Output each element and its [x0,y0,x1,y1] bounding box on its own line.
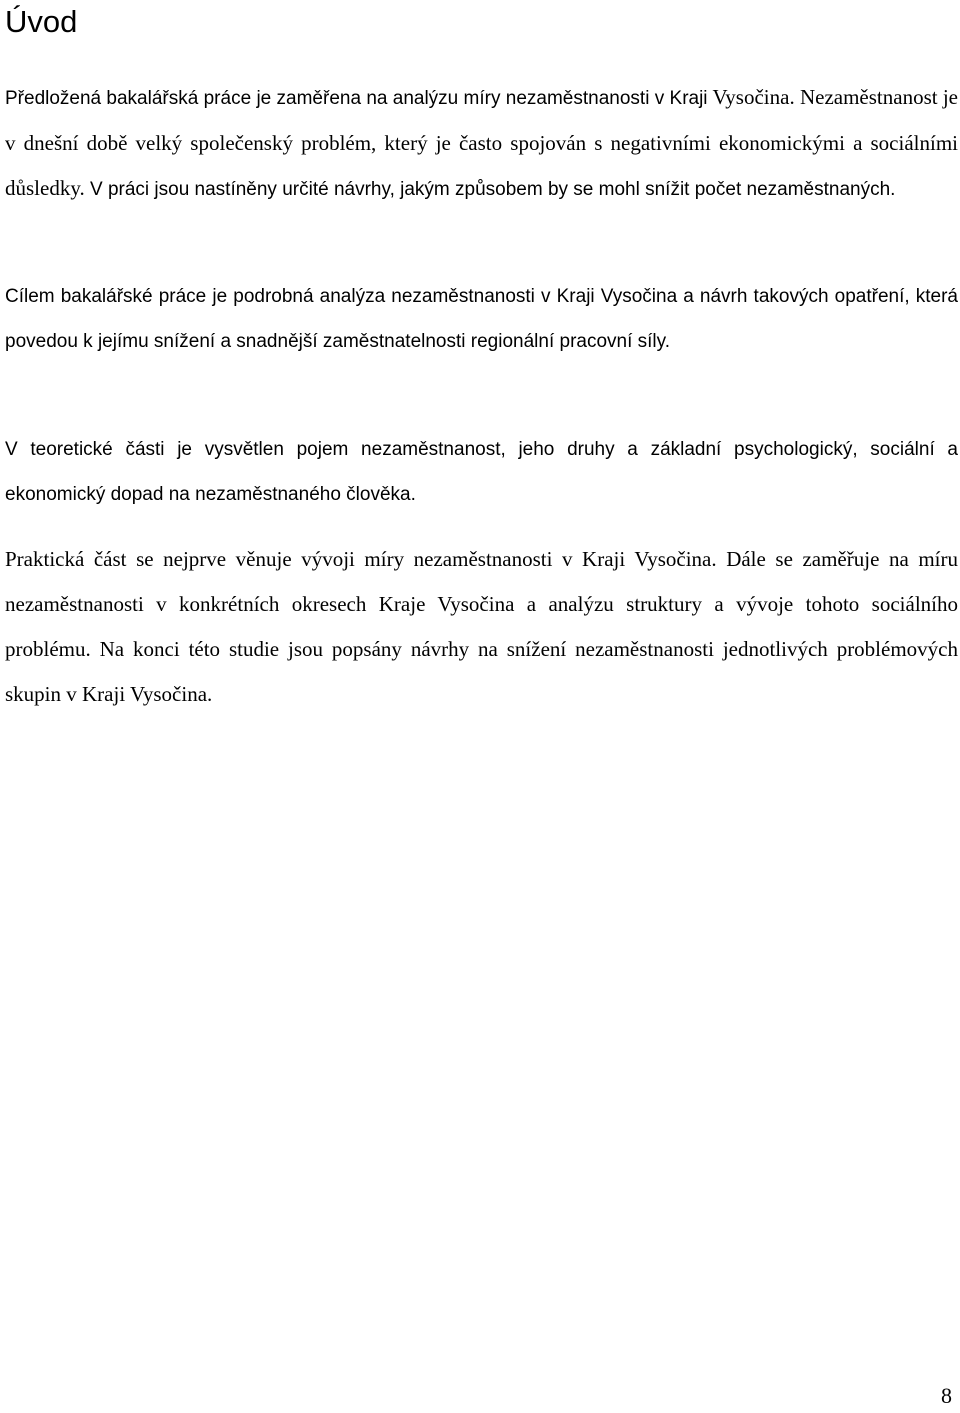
paragraph-theory: V teoretické části je vysvětlen pojem nezaměstnanost, jeho druhy a základní psychologický, sociální a ekonomický dopad na nezaměstnaného člověka. [5,439,958,505]
paragraph-intro-sentence: Vysočina. Nezaměstnanost je v dnešní době velký společenský problém, který je často spojován s negativními ekonomickými a sociálními důsledky. [5,85,959,200]
paragraph-intro-tail: V práci jsou nastíněny určité návrhy, jakým způsobem by se mohl snížit počet nezaměstnaných. [84,179,896,200]
paragraph-intro [5,75,958,212]
page-number: 8 [941,1383,952,1408]
section-heading: Úvod [5,4,78,39]
paragraph-intro-line1: Předložená bakalářská práce je zaměřena na analýzu míry nezaměstnanosti v Kraji [5,88,708,109]
paragraph-practical: Praktická část se nejprve věnuje vývoji míry nezaměstnanosti v Kraji Vysočina. Dále se zaměřuje na míru nezaměstnanosti v konkrétních okresech Kraje Vysočina a analýzu struktury a vývoje tohoto sociálního problému. Na konci této studie jsou popsány návrhy na snížení nezaměstnanosti jednotlivých problémových skupin v Kraji Vysočina. [5,547,958,706]
paragraph-aim: Cílem bakalářské práce je podrobná analýza nezaměstnanosti v Kraji Vysočina a návrh takových opatření, která povedou k jejímu snížení a snadnější zaměstnatelnosti regionální pracovní síly. [5,286,958,352]
